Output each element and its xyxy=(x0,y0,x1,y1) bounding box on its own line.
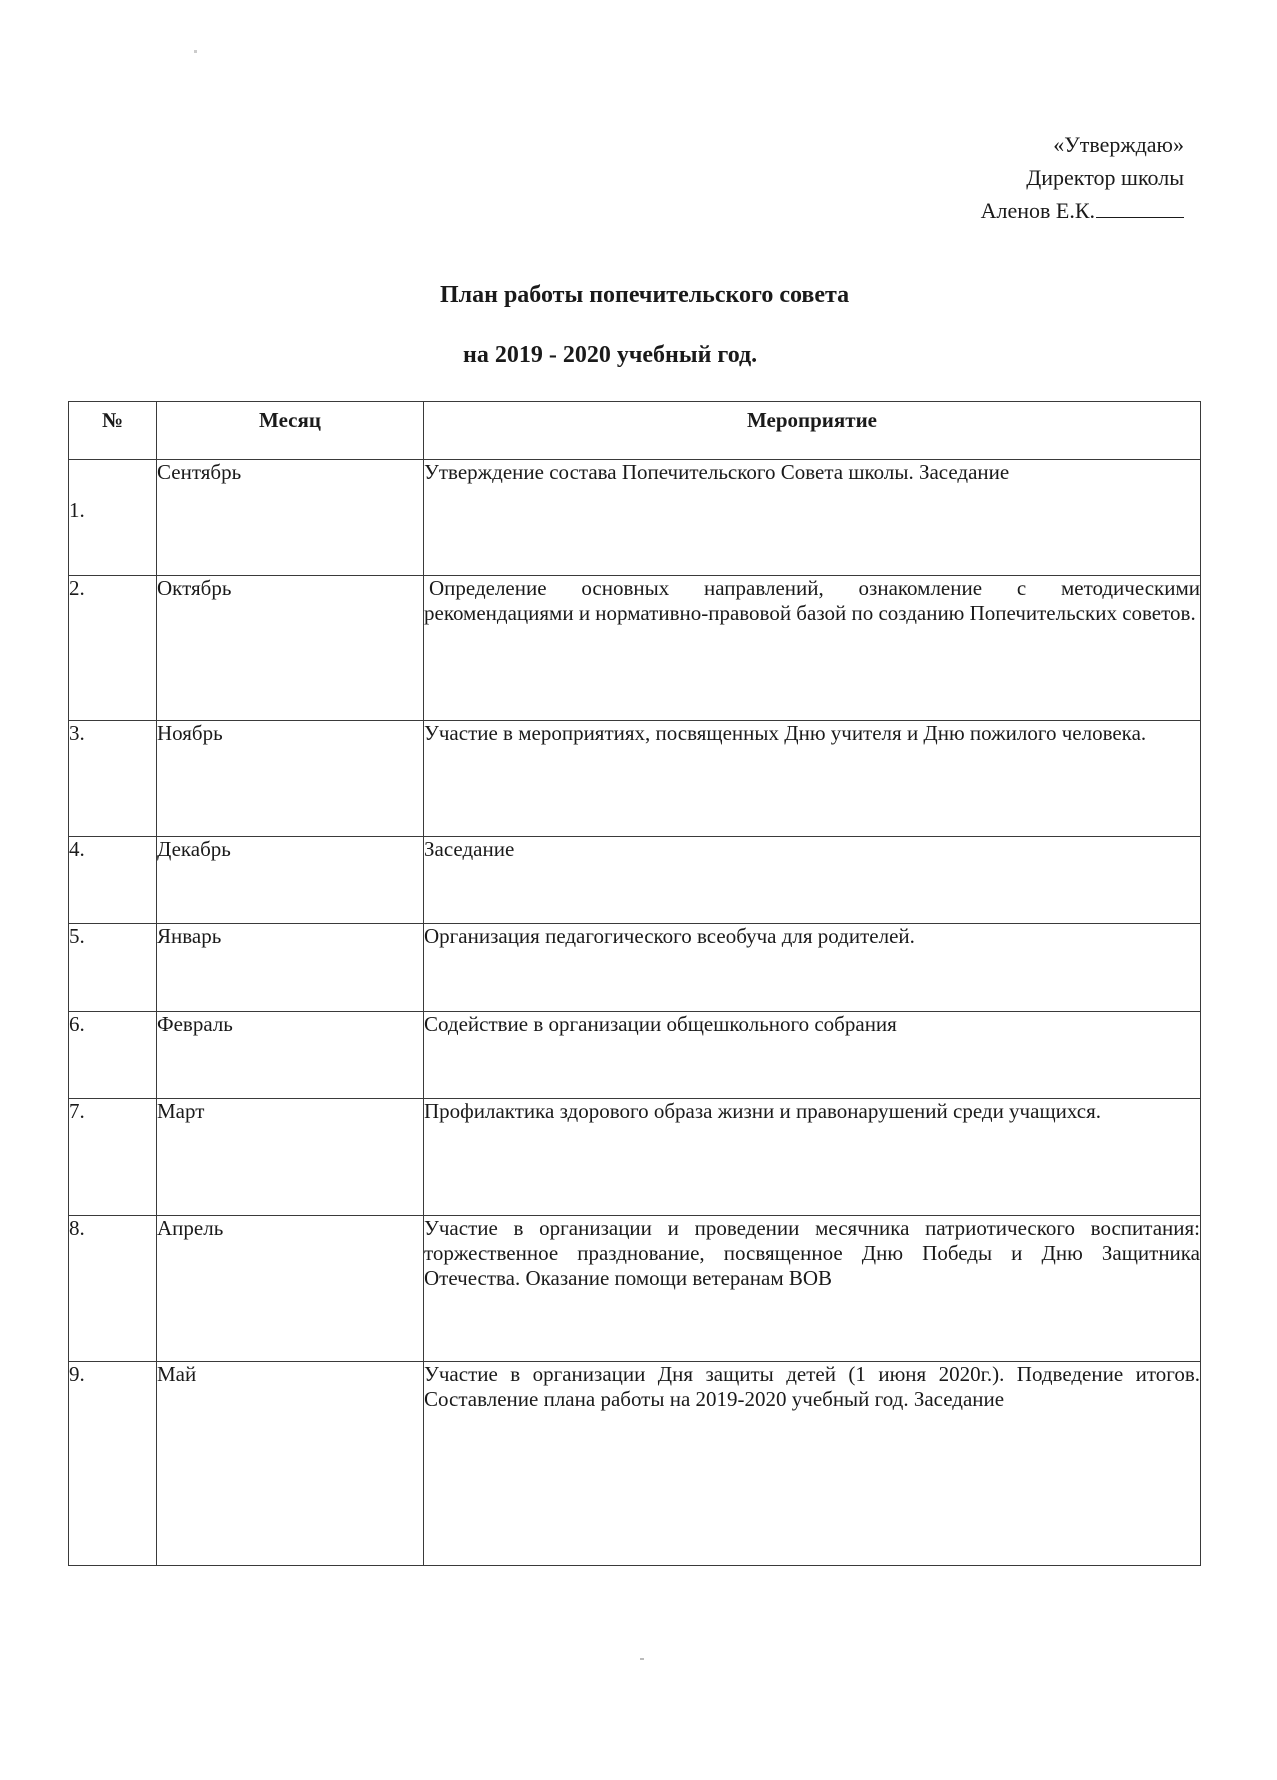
row-month: Январь xyxy=(157,924,424,1012)
row-event: Организация педагогического всеобуча для родителей. xyxy=(424,924,1201,1012)
row-event: Содействие в организации общешкольного собрания xyxy=(424,1012,1201,1099)
row-event: Заседание xyxy=(424,837,1201,924)
row-num: 6. xyxy=(69,1012,157,1099)
document-subtitle: на 2019 - 2020 учебный год. xyxy=(463,342,758,368)
table-row xyxy=(69,924,1201,1012)
table-row xyxy=(69,837,1201,924)
table-row xyxy=(69,1012,1201,1099)
table-header-row xyxy=(69,402,1201,460)
row-event: Участие в мероприятиях, посвященных Дню учителя и Дню пожилого человека. xyxy=(424,721,1201,837)
row-num: 2. xyxy=(69,576,157,721)
table-row xyxy=(69,460,1201,576)
row-month: Сентябрь xyxy=(157,460,424,576)
plan-table xyxy=(68,401,1201,1566)
row-num: 5. xyxy=(69,924,157,1012)
signature-line xyxy=(1096,195,1184,218)
row-month: Ноябрь xyxy=(157,721,424,837)
row-num: 4. xyxy=(69,837,157,924)
row-month: Апрель xyxy=(157,1216,424,1362)
row-event: Профилактика здорового образа жизни и правонарушений среди учащихся. xyxy=(424,1099,1201,1216)
row-month: Декабрь xyxy=(157,837,424,924)
approval-name xyxy=(981,194,1184,227)
row-month: Май xyxy=(157,1362,424,1566)
table-row xyxy=(69,576,1201,721)
header-event: Мероприятие xyxy=(424,402,1201,460)
table-row xyxy=(69,721,1201,837)
approval-heading: «Утверждаю» xyxy=(1053,132,1184,157)
row-num: 9. xyxy=(69,1362,157,1566)
row-num: 8. xyxy=(69,1216,157,1362)
row-num: 1. xyxy=(69,460,157,576)
table-row xyxy=(69,1099,1201,1216)
row-event: Утверждение состава Попечительского Совета школы. Заседание xyxy=(424,460,1201,576)
table-row xyxy=(69,1216,1201,1362)
row-month: Март xyxy=(157,1099,424,1216)
approver-name: Аленов Е.К. xyxy=(980,198,1095,223)
table-row xyxy=(69,1362,1201,1566)
row-month: Октябрь xyxy=(157,576,424,721)
row-month: Февраль xyxy=(157,1012,424,1099)
row-event: Определение основных направлений, ознакомление с методическими рекомендациями и нормативно-правовой базой по созданию Попечительских советов. xyxy=(424,576,1201,721)
approval-block xyxy=(981,128,1184,227)
document-title: План работы попечительского совета xyxy=(440,282,850,308)
row-event: Участие в организации и проведении месячника патриотического воспитания: торжественное празднование, посвященное Дню Победы и Дню Защитника Отечества. Оказание помощи ветеранам ВОВ xyxy=(424,1216,1201,1362)
row-num: 3. xyxy=(69,721,157,837)
scan-speck xyxy=(640,1658,644,1660)
scan-speck xyxy=(194,50,197,53)
approval-position: Директор школы xyxy=(1026,165,1184,190)
row-num: 7. xyxy=(69,1099,157,1216)
header-month: Месяц xyxy=(157,402,424,460)
row-event: Участие в организации Дня защиты детей (1 июня 2020г.). Подведение итогов. Составление плана работы на 2019-2020 учебный год. Заседание xyxy=(424,1362,1201,1566)
header-num: № xyxy=(69,402,157,460)
